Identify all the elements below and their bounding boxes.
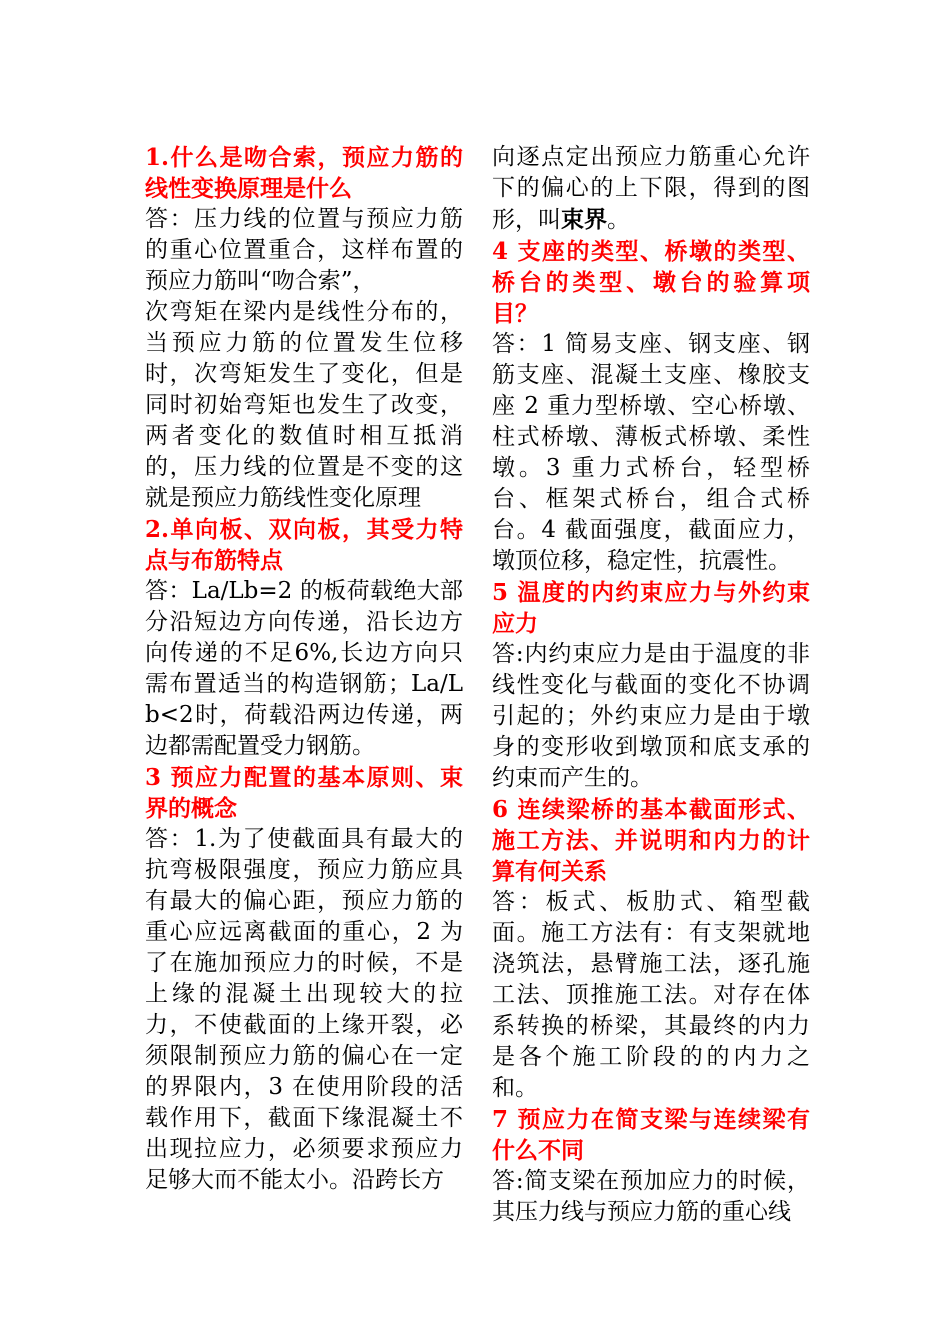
question-7-title: 7 预应力在简支梁与连续梁有什么不同 (492, 1106, 810, 1164)
answer-6-text: 答：板式、板肋式、箱型截面。施工方法有：有支架就地浇筑法，悬臂施工法，逐孔施工法、顶推施工法。对存在体系转换的桥梁，其最终的内力是各个施工阶段的的内力之和。 (492, 889, 810, 1101)
question-6-title: 6 连续梁桥的基本截面形式、施工方法、并说明和内力的计算有何关系 (492, 796, 810, 885)
answer-4-text: 答：1 简易支座、钢支座、钢筋支座、混凝土支座、橡胶支座 2 重力型桥墩、空心桥墩、柱式桥墩、薄板式桥墩、柔性墩。3 重力式桥台，轻型桥台、框架式桥台，组合式桥台。4 截面强度，截面应力，墩顶位移，稳定性，抗震性。 (492, 331, 810, 574)
left-column (145, 142, 463, 1196)
answer-3-continuation-text: 向逐点定出预应力筋重心允许下的偏心的上下限，得到的图形，叫 (492, 144, 810, 233)
answer-1-text: 答：压力线的位置与预应力筋的重心位置重合，这样布置的预应力筋叫“吻合索”， 次弯矩在梁内是线性分布的，当预应力筋的位置发生位移时，次弯矩发生了变化，但是同时初始弯矩也发生了改变，两者变化的数值时相互抵消的，压力线的位置是不变的这就是预应力筋线性变化原理 (145, 206, 463, 511)
answer-3-continuation-end: 。 (607, 207, 630, 233)
right-column (492, 142, 810, 1228)
term-shujie: 束界 (561, 206, 607, 233)
question-3-title: 3 预应力配置的基本原则、束界的概念 (145, 764, 463, 822)
question-4-title: 4 支座的类型、桥墩的类型、桥台的类型、墩台的验算项目？ (492, 238, 810, 327)
answer-3-continuation (492, 142, 810, 236)
answer-3-text: 答：1.为了使截面具有最大的抗弯极限强度，预应力筋应具有最大的偏心距，预应力筋的重心应远离截面的重心，2 为了在施加预应力的时候，不是上缘的混凝土出现较大的拉力，不使截面的上缘开裂，必须限制预应力筋的偏心在一定的界限内，3 在使用阶段的活载作用下，截面下缘混凝土不出现拉应力，必须要求预应力足够大而不能太小。沿跨长方 (145, 826, 463, 1193)
answer-2-text: 答：La/Lb=2 的板荷载绝大部分沿短边方向传递，沿长边方向传递的不足6%,长边方向只需布置适当的构造钢筋；La/Lb<2时，荷载沿两边传递，两边都需配置受力钢筋。 (145, 578, 463, 759)
question-2-title: 2.单向板、双向板，其受力特点与布筋特点 (145, 516, 463, 574)
question-1-title: 1.什么是吻合索，预应力筋的线性变换原理是什么 (145, 144, 463, 202)
question-5-title: 5 温度的内约束应力与外约束应力 (492, 579, 810, 637)
answer-7-text: 答:简支梁在预加应力的时候，其压力线与预应力筋的重心线 (492, 1168, 810, 1225)
answer-5-text: 答:内约束应力是由于温度的非线性变化与截面的变化不协调引起的；外约束应力是由于墩身的变形收到墩顶和底支承的约束而产生的。 (492, 641, 810, 791)
